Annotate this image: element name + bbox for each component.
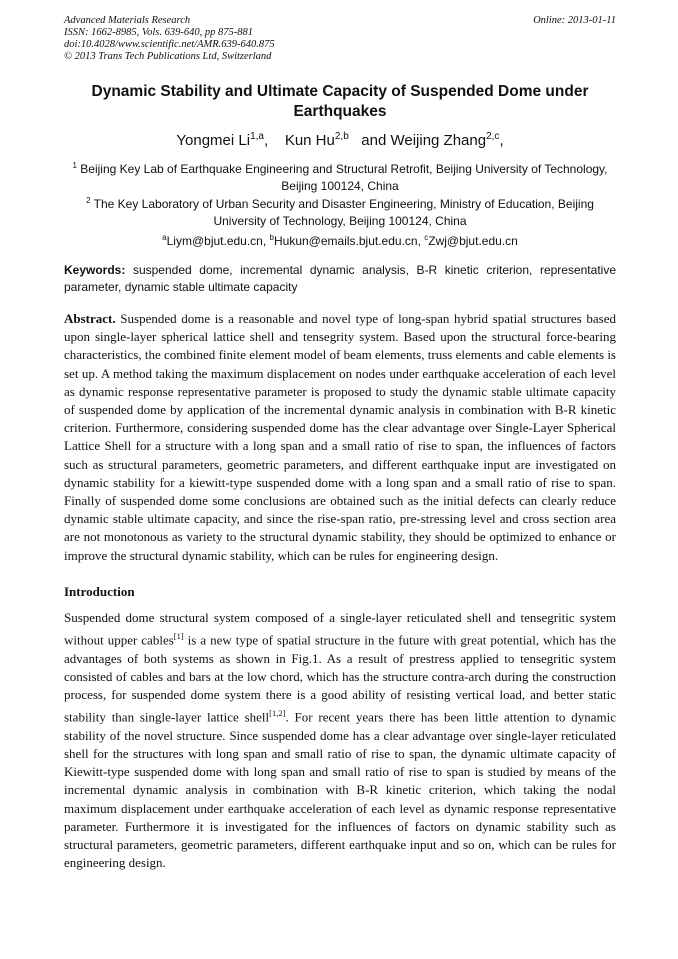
journal-header xyxy=(64,15,616,63)
affiliation-2 xyxy=(64,192,616,230)
author-name: Weijing Zhang xyxy=(390,132,487,149)
author-sup: 2,b xyxy=(334,131,349,142)
affiliation-text: Beijing Key Lab of Earthquake Engineering and Structural Retrofit, Beijing University of Technology, Beijing 100124, China xyxy=(80,162,608,193)
author-separator: , xyxy=(499,132,504,149)
email-line xyxy=(64,229,616,250)
affiliation-1 xyxy=(64,157,616,195)
email-sup: b xyxy=(269,233,274,242)
journal-name: Advanced Materials Research xyxy=(64,15,191,26)
author-separator: and xyxy=(348,132,391,149)
doi-line: doi:10.4028/www.scientific.net/AMR.639-640.875 xyxy=(64,39,275,50)
online-date: Online: 2013-01-11 xyxy=(533,15,616,26)
email-sup: a xyxy=(162,233,167,242)
keywords-text: suspended dome, incremental dynamic analysis, B-R kinetic criterion, representative parameter, dynamic stable ultimate capacity xyxy=(64,263,616,294)
email-b[interactable]: Hukun@emails.bjut.edu.cn, xyxy=(273,234,425,248)
email-sup: c xyxy=(424,233,429,242)
citation-ref[interactable]: [1] xyxy=(173,631,184,642)
abstract-label: Abstract. xyxy=(64,311,116,326)
citation-ref[interactable]: [1,2] xyxy=(269,708,286,719)
copyright-line: © 2013 Trans Tech Publications Ltd, Switzerland xyxy=(64,51,272,62)
issn-line: ISSN: 1662-8985, Vols. 639-640, pp 875-881 xyxy=(64,27,253,38)
email-a[interactable]: Liym@bjut.edu.cn, xyxy=(166,234,270,248)
author-name: Yongmei Li xyxy=(176,132,251,149)
affiliation-sup: 1 xyxy=(72,161,77,170)
keywords-label: Keywords: xyxy=(64,263,126,277)
affiliation-sup: 2 xyxy=(86,196,91,205)
author-sup: 1,a xyxy=(250,131,264,142)
paper-title: Dynamic Stability and Ultimate Capacity of Suspended Dome under Earthquakes xyxy=(91,83,589,120)
author-sup: 2,c xyxy=(486,131,500,142)
affiliation-text: The Key Laboratory of Urban Security and Disaster Engineering, Ministry of Education, Beijing University of Technology, Beijing 100124, China xyxy=(93,197,594,228)
keywords-block xyxy=(64,262,616,296)
intro-text-2: is a new type of spatial structure in the future with great potential, which has the advantages of both systems as shown in Fig.1. As a result of prestress applied to tensegritic system consisted of cables and bars at the low chord, which has the structure contra-arch during the construction process, for suspended dome system there is a good ability of resisting vertical load, and better static stability than single-layer lattice shell xyxy=(64,632,616,725)
abstract-text: Suspended dome is a reasonable and novel type of long-span hybrid spatial structures based upon single-layer spherical lattice shell and tensegrity system. Based upon the structural force-bearing characteristics, the combined finite element model of beam elements, truss elements and cable elements is set up. A method taking the maximum displacement on nodes under earthquake acceleration of each level as dynamic response representative parameter is proposed to study the dynamic stable ultimate capacity of suspended dome by application of the incremental dynamic analysis in combination with B-R kinetic criterion. Furthermore, considering suspended dome has the clear advantage over Single-Layer Spherical Lattice Shell for a structure with a long span and a small ratio of rise to span, the influences of factors such as structural parameters, geometric parameters, and different earthquake input are investigated on dynamic stability for a kiewitt-type suspended dome with a long span and a small ratio of rise to span. Finally of suspended dome some conclusions are obtained such as the initial defects can clearly reduce dynamic stable ultimate capacity, and since the rise-span ratio, pre-stressing level and cross section area are not monotonous as variety to the structural dynamic stability, they should be optimized to enhance or improve the structural dynamic stability, which can be rules for engineering design. xyxy=(64,311,616,563)
author-list xyxy=(64,128,616,150)
intro-text-3: . For recent years there has been little attention to dynamic stability of the novel structure. Since suspended dome has a clear advantage over single-layer reticulated shell for the structures with long span and small ratio of rise to span, the dynamic ultimate capacity of Kiewitt-type suspended dome with long span and small ratio of rise to span is studied by means of the incremental dynamic analysis in combination with B-R kinetic criterion, which taking the nodal maximum displacement under earthquake acceleration of each level as dynamic response representative parameter. Furthermore it is investigated for the influences of factors on dynamic stability such as structural parameters, geometric parameters, different earthquake input and so on, which can be rules for engineering design. xyxy=(64,709,616,871)
author-separator: , xyxy=(263,132,285,149)
abstract-block xyxy=(64,310,616,565)
intro-text-1: Suspended dome structural system composed of a single-layer reticulated shell and tensegritic system without upper cables xyxy=(64,610,616,648)
introduction-paragraph xyxy=(64,609,616,873)
introduction-heading: Introduction xyxy=(64,584,135,599)
author-name: Kun Hu xyxy=(284,132,335,149)
email-c[interactable]: Zwj@bjut.edu.cn xyxy=(428,234,518,248)
